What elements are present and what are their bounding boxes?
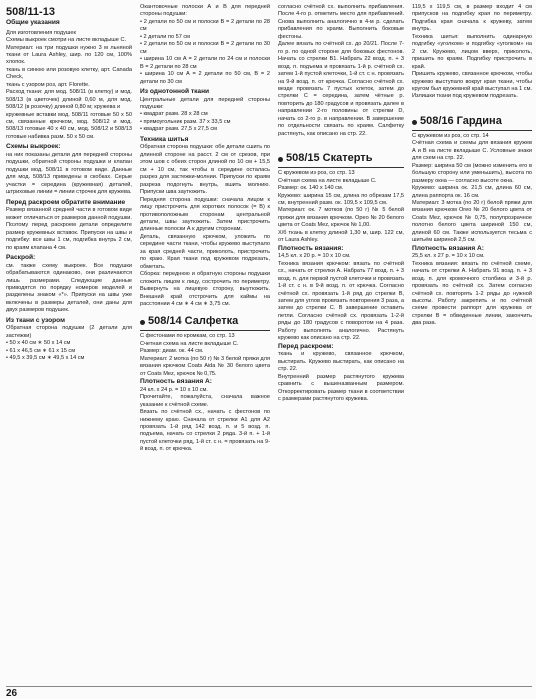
text-line: ткань с узором роз, арт. Florette. — [6, 81, 90, 88]
text-line: Далее вязать по счётной сх. до 20/21. После 7-го р. по одной стороне для боковых фестонов. Начать со стрелки В1. Набрать 22 возд. п. + 3 возд. п. подъема и провязать 1-й р. счётной сх. затем 1-й пустой клеточки, 1-й ст. с н. провязать на 9-й возд. п. от крючка. Согласно счётной сх. везде провязать 7 пустых клеток, затем до стрелки С = середина, затем чётные р. повторить до 180 градусов и провязать далее в направлении 2-го половины от стрелки D, начать со 2-го р. в направлении. В завершение по отдельности связать по краям. Салфетку растянуть, как описано на стр. 22. — [278, 41, 406, 137]
text-line: 24 кл. x 24 р. = 10 x 10 см. — [140, 386, 208, 393]
text-line: на них показаны детали для передней стороны подушки, обратной стороны подушки и клапан подушки мод. 508/11 в готовом виде. Данные для мод. 508/13 приведены в скобках. Серые участки = середина (кружевная) деталей, штриховые линии = линии строчек для кружева. — [6, 151, 134, 196]
text-line: Сборка: переднюю и обратную стороны подушки сложить лицом к лицу, сострочить по периметру. Вывернуть на лицевую сторону, выутюжить. Внешний край отстрочить для каймы на расстоянии 4 см ∗ 4 см ∗ 3,75 см. — [140, 271, 272, 307]
subheading: Схемы выкроек: — [6, 143, 61, 151]
text-line: Для изготовления подушек — [6, 29, 76, 36]
subheading: Плотность вязания: — [278, 244, 344, 252]
subheading: Плотность вязания А: — [412, 244, 484, 252]
text-line: кружевные вставки мод. 508/11 готовые 50 x 50 см, связанные крючком, мод. 508/12 и мод. 508/13 готовые 40 x 40 см, мод. 508/12 и 508/13 готовые набивка разм. 50 x 50 см. — [6, 111, 134, 140]
text-line: • 50 x 40 см ∗ 50 x 14 см — [6, 340, 71, 347]
text-line: • ширина 10 см А = 2 детали по 24 см и полоски В = 2 детали по 28 см — [140, 56, 272, 70]
text-line: • 2 детали по 50 см и полоски В = 2 детали по 30 см — [140, 41, 272, 55]
paragraph-block — [412, 133, 532, 328]
section-divider — [412, 130, 532, 131]
text-line: Счётная схема на листе вкладыше С. — [278, 177, 377, 184]
section-divider — [278, 167, 404, 168]
bullet-dot-icon — [412, 120, 417, 125]
section-title: Общие указания — [6, 19, 60, 26]
text-line: 25,5 кл. x 27 р. = 10 x 10 см. — [412, 253, 485, 260]
text-line: Х/б ткань в клетку длиной 1,30 м, шир. 122 см, от Laura Ashley. — [278, 229, 406, 244]
column-2 — [140, 4, 270, 454]
text-line: С кружевом из роз, со стр. 14 — [412, 132, 489, 139]
text-line: Прочитайте, пожалуйста, сначала важное указание к счётной схеме. — [140, 394, 272, 408]
page-number: 26 — [6, 688, 18, 699]
text-line: Кружево: ширина 15 см, длина по обрезам 17,5 см, внутренний разм. ок. 109,5 x 109,5 см. — [278, 192, 406, 206]
text-line: Кружево: ширина ок. 21,5 см, длина 60 см, длина раппорта ок. 16 см. — [412, 185, 534, 199]
text-line: ткань в синюю или розовую клетку, арт. Canada Check, — [6, 66, 134, 81]
text-line: 119,5 x 119,5 см, в размер входит 4 см припусков на подгибку края по периметру. Подгибка края сначала к кружеву, затем внутрь. — [412, 4, 534, 33]
pattern-header — [278, 152, 404, 164]
text-line: • квадрат разм. 28 x 28 см — [140, 111, 208, 118]
pattern-header — [140, 315, 270, 327]
column-4 — [412, 4, 532, 328]
text-line: Материал: 2 мотка (по 50 г) № 3 белой пряжи для вязания крючком Coats Aida № 30 белого цвета от Coats Mez, крючок № 0,75. — [140, 355, 272, 377]
text-line: Материал: на три подушки нужно 3 м льняной ткани от Laura Ashley, шир. по 120 см, 100% хлопок. — [6, 44, 134, 66]
bullet-dot-icon — [278, 157, 283, 162]
text-line: • 49,5 x 39,5 см ∗ 49,5 x 14 см — [6, 355, 85, 362]
text-line: • квадрат разм. 27,5 x 27,5 см — [140, 126, 218, 133]
paragraph-block — [140, 333, 270, 453]
text-line: см. также схему выкроек. Все подушки обрабатываются одинаково, они различаются лишь размерами. Следующие данные приводятся по порядку номеров моделей и разделены знаком «*». Припуски на швы уже включены в размеры деталей, они даны для двух размеров подушек. — [6, 262, 134, 314]
text-line: Схемы выкроек смотри на листе вкладыше С. — [6, 37, 127, 44]
text-line: • 2 детали по 50 см и полоски В = 2 детали по 28 см — [140, 18, 272, 33]
pattern-code: 508/11-13 — [6, 6, 55, 18]
pattern-title: Скатерть — [322, 152, 373, 165]
pattern-code: 508/14 — [148, 315, 182, 328]
pattern-code: 508/15 — [286, 152, 320, 165]
paragraph-block — [6, 30, 132, 142]
text-line: Вязать по счётной сх., начать с фестонов по нижнему краю. Сначала от стрелки А1 для А2 провязать 1-й ряд 142 возд. п. и 5 возд. п. подъема, начать со стрелки 2 ряда. 3-й п. + 1-й пустой клеточки ряд, 1-й ст. с н. = провязать на 9-й возд. п. от крючка. — [140, 409, 272, 453]
text-line: Техника шитья: выполнить одинарную подгибку «уголком» и подгибку «уголком» на 2 см. Кружево, лицом вверх, приколоть, пришить по краям. Подгибку пристрочить в край. — [412, 33, 534, 70]
bullet-dot-icon — [140, 320, 145, 325]
text-line: 14,5 кл. x 20 р. = 10 x 10 см. — [278, 253, 351, 260]
text-line: Пришить кружево, связанное крючком, чтобы кружево выступало вокруг края ткани, чтобы кругом был кружевной край выступал на 1 см. Излишки ткани под кружевом подрезать. — [412, 71, 534, 100]
pattern-header — [412, 115, 532, 127]
text-line: • ширина 10 см А = 2 детали по 50 см, В = 2 детали по 30 см — [140, 71, 272, 85]
subheading: Перед раскроем обратите внимание — [6, 198, 126, 206]
section-divider — [140, 330, 270, 331]
footer-rule — [6, 686, 532, 687]
subheading: Раскрой: — [6, 254, 36, 262]
text-line: С кружевом из роз, со стр. 13 — [278, 170, 355, 177]
text-line: Обратная сторона подушки (2 детали для застежки) — [6, 325, 134, 339]
subheading: Техника шитья — [140, 135, 189, 143]
text-line: • 2 детали по 57 см — [140, 33, 191, 40]
subheading: Из однотонной ткани — [140, 87, 210, 95]
paragraph-block — [278, 170, 404, 403]
subheading: Плотность вязания А: — [140, 378, 212, 386]
text-line: Материал: 3 мотка (по 20 г) белой пряжи для вязания крючком Orеo № 20 белого цвета от Coats Mez, крючок № 0,75, полупрозрачное полотно белого цвета шириной 150 см, длиной 60 см. Также используется тесьма с шитьём шириной 2,5 см. — [412, 199, 534, 244]
pattern-title: Гардина — [456, 114, 502, 127]
text-line: Размер вязанной средней части в готовом виде может отличаться от размеров данной подушки. Поэтому перед раскроем детали определите размер кружевных вставок. Припуски на швы и подгибку: все швы 1 см, подгибка внутрь 2 см, по краям клапана 4 см. — [6, 207, 134, 251]
text-line: Счетная схема на листе вкладыше С. — [140, 340, 239, 347]
pattern-title: Салфетка — [184, 315, 239, 328]
text-line: Размер: диам. ок. 44 см. — [140, 348, 204, 355]
text-line: согласно счётной сх. выполнить прибавления. После 4-го р. отметить место для прибавлений. Снова выполнить аналогично в 4-м р. сделать прибавления по краям. Выполнить боковые фестоны. — [278, 4, 406, 40]
pattern-code: 508/16 — [420, 114, 454, 127]
text-line: Деталь, связанную крючком, уложить по середине части ткани, чтобы кружево выступало за края средней части, приколоть, пристрочить по краю. Края ткани под кружевом подрезать, обметать. — [140, 233, 272, 270]
subheading: Перед раскроем: — [278, 342, 334, 350]
text-line: Материал: ок. 7 мотков (по 50 г) № 5 белой пряжи для вязания крючком. Орео № 20 белого цвета от Coats Mez, крючок № 1,00. — [278, 207, 406, 229]
subheading: Из ткани с узором — [6, 316, 65, 324]
text-line: Размер: ширина 50 см (можно изменить его в большую сторону или уменьшить), высота по размеру окна — согласно высоте окна. — [412, 162, 534, 184]
text-line: Счётная схема и схемы для вязания кружев А и В на листе вкладыше С. Условные знаки для схем на стр. 22. — [412, 140, 534, 162]
text-line: Техника вязания: вязать по счётной схеме, начать от стрелки А. Набрать 91 возд. п. + 3 возд. п. для кромочного столбика и 3-й р. провязать по счётной сх. Затем согласно счётной сх. повторять 1-2 ряды до нужной высоты. Работу закрепить и по счётной схеме провести раппорт для кружева от стрелки В = обведенные линии, закончить два раза. — [412, 260, 534, 327]
text-line: Передняя сторона подушки: сначала лицом к лицу пристрочить для коротких полосок (= В) к противоположным сторонам центральной детали, швы заутюжить. Затем пристрочить длинные полоски А к другим сторонам. — [140, 196, 272, 233]
text-line: Расход ткани: для мод. 508/11 (в клетку) и мод. 508/13 (в цветочек) длиной 0,60 м, для мод. 508/12 (в розочку) длиной 0,80 м; кружева и — [6, 89, 134, 111]
text-line: • 61 x 46,5 см ∗ 61 x 15 см — [6, 347, 76, 354]
text-line: Центральные детали для передней стороны подушки: — [140, 96, 272, 111]
column-1 — [6, 4, 132, 363]
text-line: Внутренний размер растянутого кружева сравнить с вышеназванным размером. Откорректировать размер ткани в соответствии с размерами растянутого кружева. — [278, 373, 406, 403]
text-line: Обратная сторона подушки: обе детали сшить по длинной стороне на расст. 2 см от срезов, при этом шов с обеих сторон длиной по 10 см + 15,5 см + 10 см, так чтобы в середине осталась разрез для застежки-молнии. Припуски по краям разреза подогнуть внутрь, вшить молнию. Припуски шва заутюжить. — [140, 144, 272, 196]
text-line: Окантовочные полоски А и В для передней стороны подушки: — [140, 4, 272, 18]
text-line: Размер: ок. 140 x 140 см. — [278, 185, 344, 192]
text-line: Техника вязания крючком: вязать по счётной сх., начать от стрелки А. Набрать 77 возд. п. + 3 возд. п. для первой пустой клеточки и провязать 1-й ст. с н. в 9-й возд. п. от крючка. Согласно счётной сх. провязать 1-й ряд до стрелки В, затем для углов провязать повторения 3 раза, а затем до стрелки С. В завершение оставить петли. Согласно счётной сх. провязать 1-2-й ряды до 180 градусов с поворотом на 4 раза. Работу выполнять аналогично. Растянуть кружево как описано на стр. 22. — [278, 260, 406, 342]
text-line: ткань и кружево, связанное крючком, выстирать. Кружево выстирать, как описано на стр. 22. — [278, 351, 406, 373]
text-line: С фестонами по кромкам, со стр. 13 — [140, 333, 235, 340]
text-line: • прямоугольник разм. 37 x 33,5 см — [140, 118, 231, 125]
column-3 — [278, 4, 404, 403]
